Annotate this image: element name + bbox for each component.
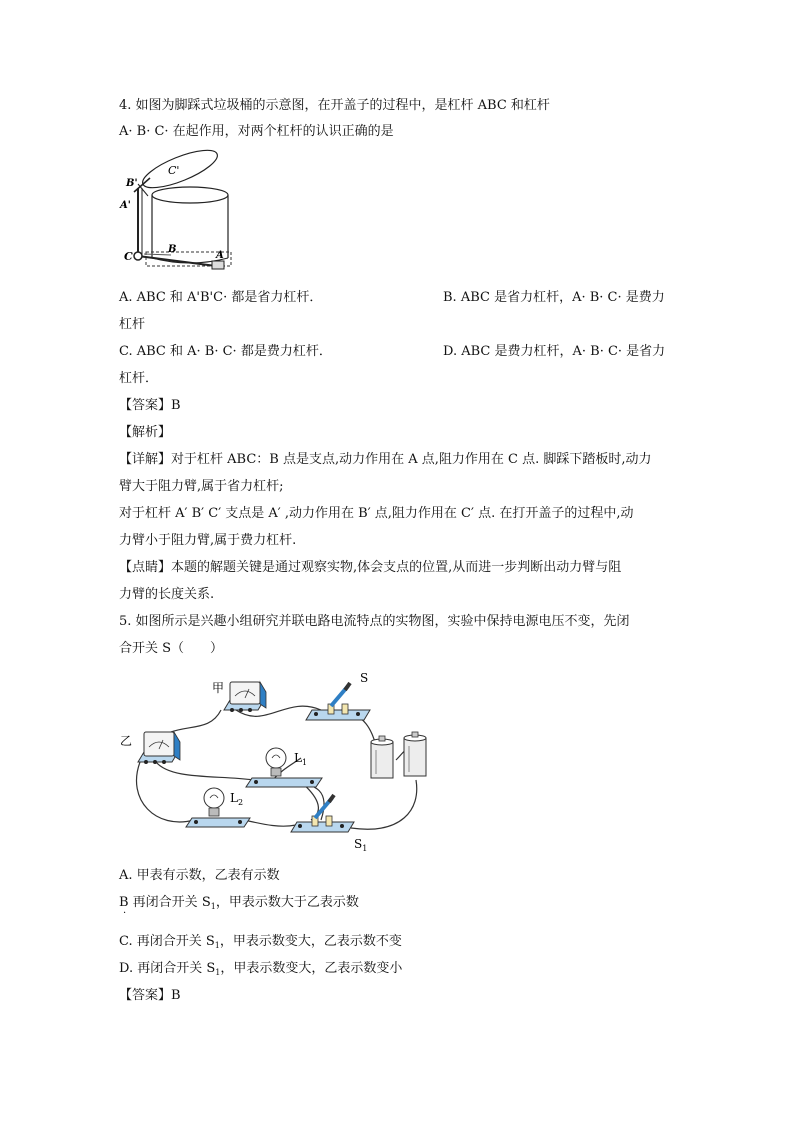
ammeter-yi [138, 732, 180, 764]
pivot-c [134, 252, 142, 260]
q4-point-line2: 力臂的长度关系. [119, 587, 215, 602]
can-top-rim [152, 187, 228, 203]
q4-answer: 【答案】B [119, 398, 181, 413]
label-a: A [216, 250, 224, 261]
label-c-prime: C' [168, 164, 180, 177]
pedal-lever [138, 256, 216, 266]
parallel-circuit-figure [116, 670, 436, 855]
battery-2 [404, 732, 426, 776]
q4-option-b-line1: B. ABC 是省力杠杆，A· B· C· 是费力 [443, 290, 665, 305]
label-jia: 甲 [212, 681, 225, 695]
pedal [212, 261, 224, 269]
label-l2: $L_2$ [230, 791, 244, 807]
switch-s [306, 683, 370, 720]
q5-stem-line2: 合开关 S（ ） [119, 641, 224, 656]
q5-option-b: B 再闭合开关 $S_1$，甲表示数大于乙表示数 [119, 895, 359, 911]
q4-option-d-line2: 杠杆． [119, 371, 159, 386]
q4-detail-line3: 对于杠杆 A′ B′ C′ 支点是 A′ ,动力作用在 B′ 点,阻力作用在 C′ 点. 在打开盖子的过程中,动 [119, 506, 634, 521]
label-b-prime: B' [126, 178, 138, 189]
q4-option-b-line2: 杠杆 [119, 317, 146, 332]
battery-1 [371, 736, 393, 778]
q4-option-c: C. ABC 和 A· B· C· 都是费力杠杆． [119, 344, 332, 359]
q5-option-a: A. 甲表有示数，乙表有示数 [119, 868, 280, 883]
q5-option-d: D. 再闭合开关 $S_1$，甲表示数变大，乙表示数变小 [119, 961, 403, 977]
label-s: S [360, 671, 369, 685]
q4-point-line1: 【点睛】本题的解题关键是通过观察实物,体会支点的位置,从而进一步判断出动力臂与阻 [119, 560, 622, 575]
q5-answer: 【答案】B [119, 988, 181, 1003]
label-a-prime: A' [120, 200, 131, 211]
q4-detail-line1: 【详解】对于杠杆 ABC：B 点是支点,动力作用在 A 点,阻力作用在 C 点. 脚踩下踏板时,动力 [119, 452, 652, 467]
label-s1: $S_1$ [354, 837, 368, 853]
q4-analysis-title: 【解析】 [119, 425, 172, 440]
q4-option-a: A. ABC 和 A'B'C· 都是省力杠杆． [119, 290, 323, 305]
label-b: B [168, 244, 177, 255]
q5-option-c: C. 再闭合开关 $S_1$，甲表示数变大，乙表示数不变 [119, 934, 402, 950]
ammeter-jia [224, 682, 266, 712]
q5-option-b-dot: · [123, 908, 127, 919]
label-c: C [124, 250, 133, 263]
trash-can-lever-figure [116, 148, 242, 276]
label-l1: $L_1$ [294, 751, 308, 767]
lamp-l2 [186, 788, 250, 827]
q4-stem-line2: A· B· C· 在起作用，对两个杠杆的认识正确的是 [119, 124, 394, 139]
lamp-l1 [246, 748, 322, 787]
q5-stem-line1: 5. 如图所示是兴趣小组研究并联电路电流特点的实物图，实验中保持电源电压不变，先闭 [119, 614, 630, 629]
q4-option-d-line1: D. ABC 是费力杠杆，A· B· C· 是省力 [443, 344, 666, 359]
label-yi: 乙 [120, 734, 133, 748]
q4-stem-line1: 4. 如图为脚踩式垃圾桶的示意图，在开盖子的过程中，是杠杆 ABC 和杠杆 [119, 98, 550, 113]
q4-detail-line4: 力臂小于阻力臂,属于费力杠杆. [119, 533, 297, 548]
q4-detail-line2: 臂大于阻力臂,属于省力杠杆; [119, 479, 284, 494]
